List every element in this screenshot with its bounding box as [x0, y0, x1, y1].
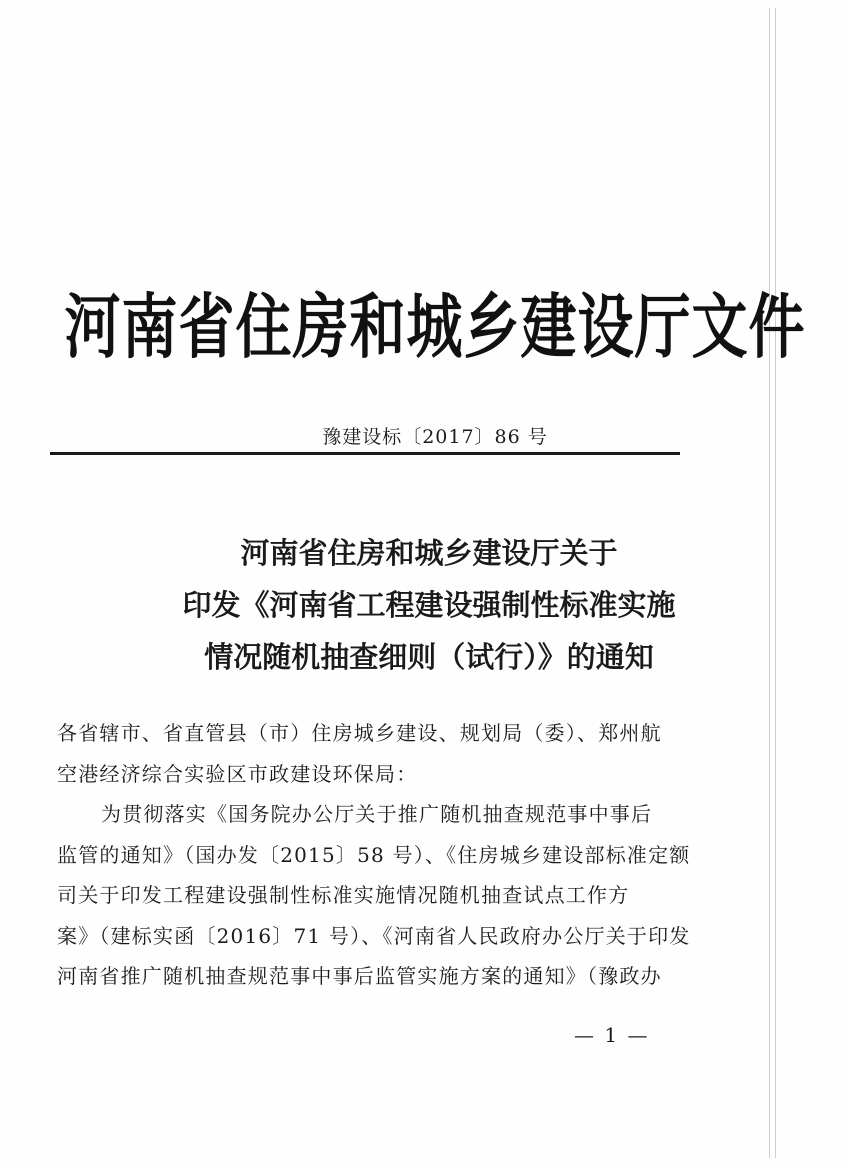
paragraph-line: 为贯彻落实《国务院办公厅关于推广随机抽查规范事中事后 — [101, 802, 653, 826]
notice-title-line: 印发《河南省工程建设强制性标准实施 — [182, 588, 676, 622]
paragraph-line: 案》（建标实函〔2016〕71 号）、《河南省人民政府办公厅关于印发 — [57, 923, 691, 948]
paragraph-line: 监管的通知》（国办发〔2015〕58 号）、《住房城乡建设部标准定额 — [57, 842, 691, 867]
notice-title-line: 情况随机抽查细则（试行）》的通知 — [204, 640, 654, 674]
notice-title — [0, 527, 850, 683]
header-divider — [50, 452, 680, 455]
agency-title: 河南省住房和城乡建设厅文件 — [64, 287, 806, 369]
body-text — [57, 713, 691, 997]
addressee-line: 各省辖市、省直管县（市）住房城乡建设、规划局（委）、郑州航 — [57, 721, 662, 745]
addressee-line: 空港经济综合实验区市政建设环保局： — [57, 761, 418, 786]
document-number: 豫建设标〔2017〕86 号 — [322, 426, 548, 448]
notice-title-line: 河南省住房和城乡建设厅关于 — [240, 536, 618, 570]
paragraph-line: 司关于印发工程建设强制性标准实施情况随机抽查试点工作方 — [57, 883, 630, 907]
paragraph-line: 河南省推广随机抽查规范事中事后监管实施方案的通知》（豫政办 — [57, 964, 662, 988]
page-number: — 1 — — [574, 1023, 650, 1047]
addressee — [57, 713, 667, 794]
body-paragraph — [57, 794, 691, 997]
